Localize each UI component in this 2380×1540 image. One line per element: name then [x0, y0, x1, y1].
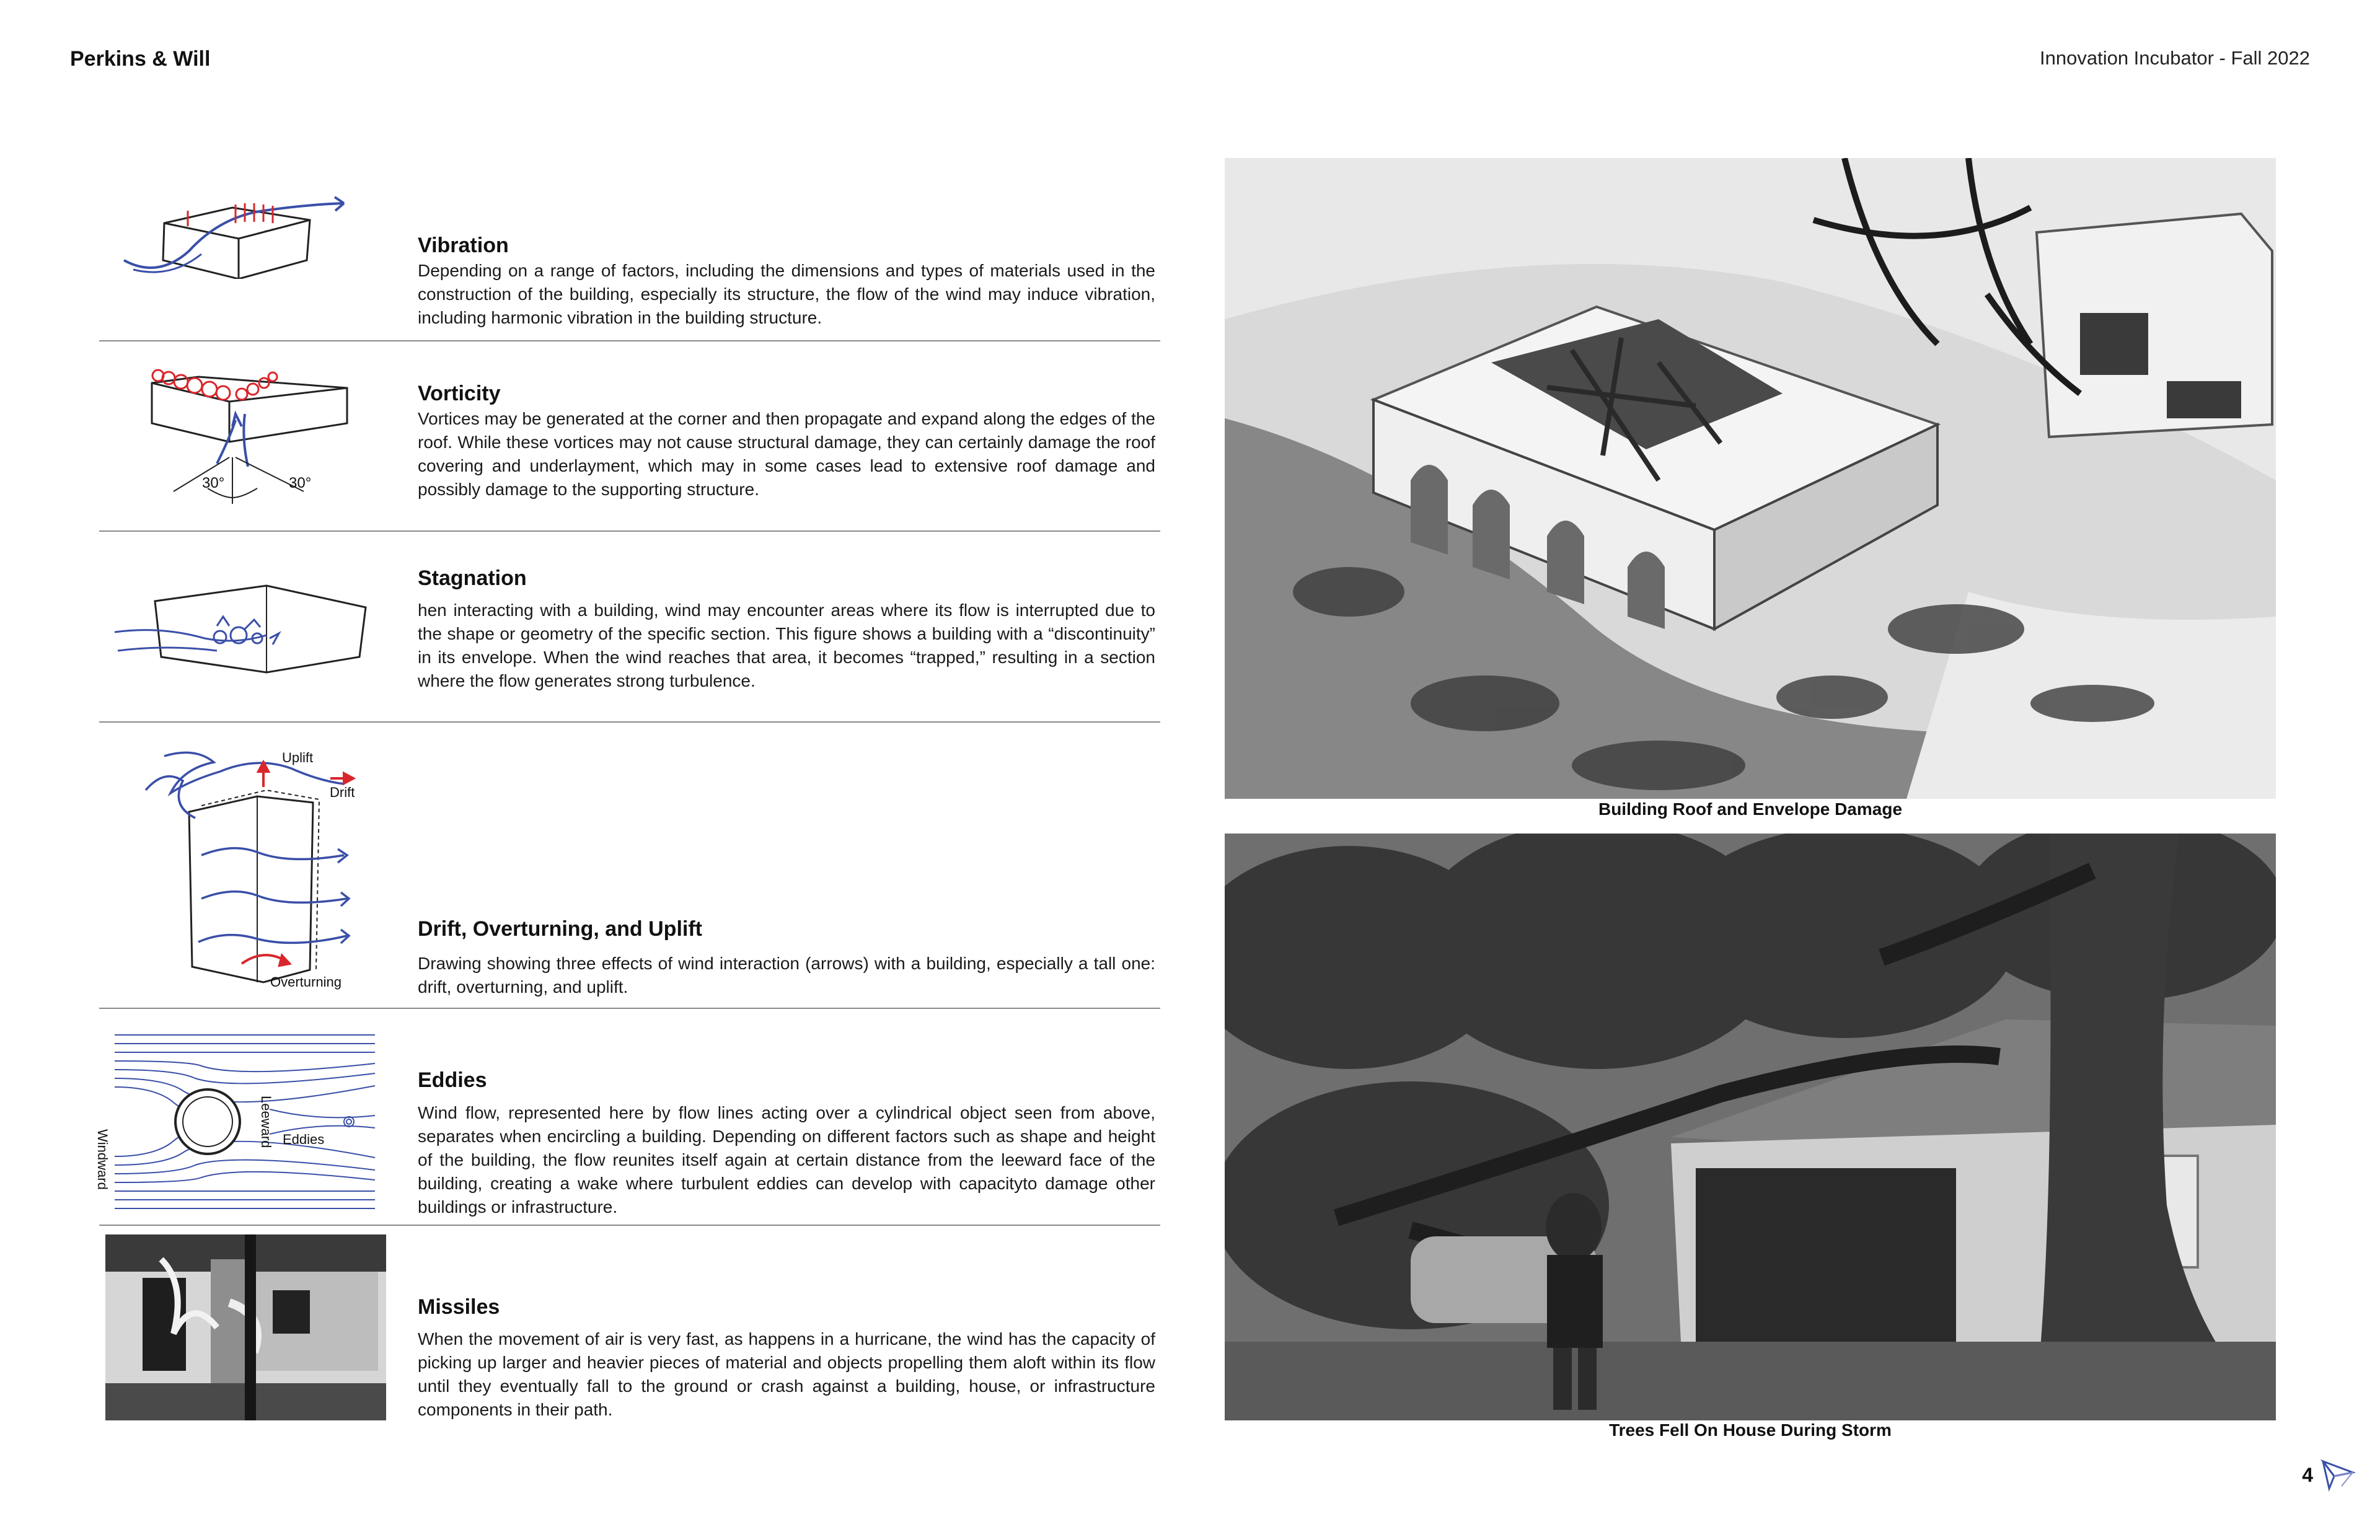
section-body-missiles: When the movement of air is very fast, as happens in a hurricane, the wind has the capacity of picking up larger and heavier pieces of material and objects propelling them aloft within its flow until they eventually fall to the ground or crash against a building, house, or infrastructure components in their path. — [418, 1329, 1155, 1419]
publisher-logo-icon — [2320, 1458, 2355, 1492]
section-divider — [99, 721, 1160, 723]
section-title-stagnation: Stagnation — [418, 566, 527, 590]
roof-envelope-damage-photo — [1225, 158, 2276, 799]
section-body-stagnation: hen interacting with a building, wind may encounter areas where its flow is interrupted due to the shape or geometry of the specific section. This figure shows a building with a “discontinuity” in its envelope. When the wind reaches that area, it becomes “trapped,” resulting in a section where the flow generates strong turbulence. — [418, 601, 1155, 690]
angle-label-left: 30° — [202, 475, 225, 491]
section-title-vorticity: Vorticity — [418, 382, 501, 405]
drift-overturning-uplift-diagram — [133, 744, 375, 992]
label-eddies: Eddies — [283, 1132, 325, 1147]
missiles-photo — [105, 1234, 386, 1420]
section-body-eddies: Wind flow, represented here by flow lines acting over a cylindrical object seen from above, separates when encircling a building. Depending on different factors such as shape and height of the building, the flow reunites itself again at certain distance from the leeward face of the building, creating a wake where turbulent eddies can develop with capacityto damage other buildings or infrastructure. — [418, 1103, 1155, 1217]
section-body-drift-overturning-uplift: Drawing showing three effects of wind interaction (arrows) with a building, especially a tall one: drift, overturning, and uplift. — [418, 954, 1155, 997]
angle-label-right: 30° — [289, 475, 312, 491]
label-uplift: Uplift — [282, 750, 314, 765]
trees-fell-on-house-photo — [1225, 834, 2276, 1420]
photo-caption-trees-fell: Trees Fell On House During Storm — [1609, 1420, 1892, 1440]
publication-title: Innovation Incubator - Fall 2022 — [2040, 47, 2310, 69]
stagnation-diagram — [112, 583, 372, 675]
section-title-missiles: Missiles — [418, 1295, 500, 1319]
section-body-vibration: Depending on a range of factors, including the dimensions and types of materials used in the construction of the building, especially its structure, the flow of the wind may induce vibration, including harmonic vibration in the building structure. — [418, 261, 1155, 327]
photo-caption-roof-damage: Building Roof and Envelope Damage — [1598, 799, 1903, 819]
label-drift: Drift — [330, 785, 355, 800]
section-title-vibration: Vibration — [418, 234, 509, 257]
section-body-vorticity: Vortices may be generated at the corner and then propagate and expand along the edges of the roof. While these vortices may not cause structural damage, they can certainly damage the roof covering and underlayment, which may in some cases lead to extensive roof damage and possibly damage to the supporting structure. — [418, 409, 1155, 499]
section-divider — [99, 530, 1160, 532]
label-leeward: Leeward — [258, 1096, 274, 1148]
label-overturning: Overturning — [270, 974, 342, 990]
section-title-eddies: Eddies — [418, 1068, 487, 1092]
vorticity-diagram — [149, 364, 359, 507]
page-number: 4 — [2302, 1464, 2313, 1486]
section-divider — [99, 1008, 1160, 1009]
section-divider — [99, 340, 1160, 341]
section-divider — [99, 1225, 1160, 1226]
label-windward: Windward — [95, 1129, 110, 1190]
eddies-diagram — [115, 1029, 378, 1215]
vibration-diagram — [121, 192, 369, 279]
section-title-drift-overturning-uplift: Drift, Overturning, and Uplift — [418, 917, 702, 941]
brand-name: Perkins & Will — [70, 47, 211, 71]
